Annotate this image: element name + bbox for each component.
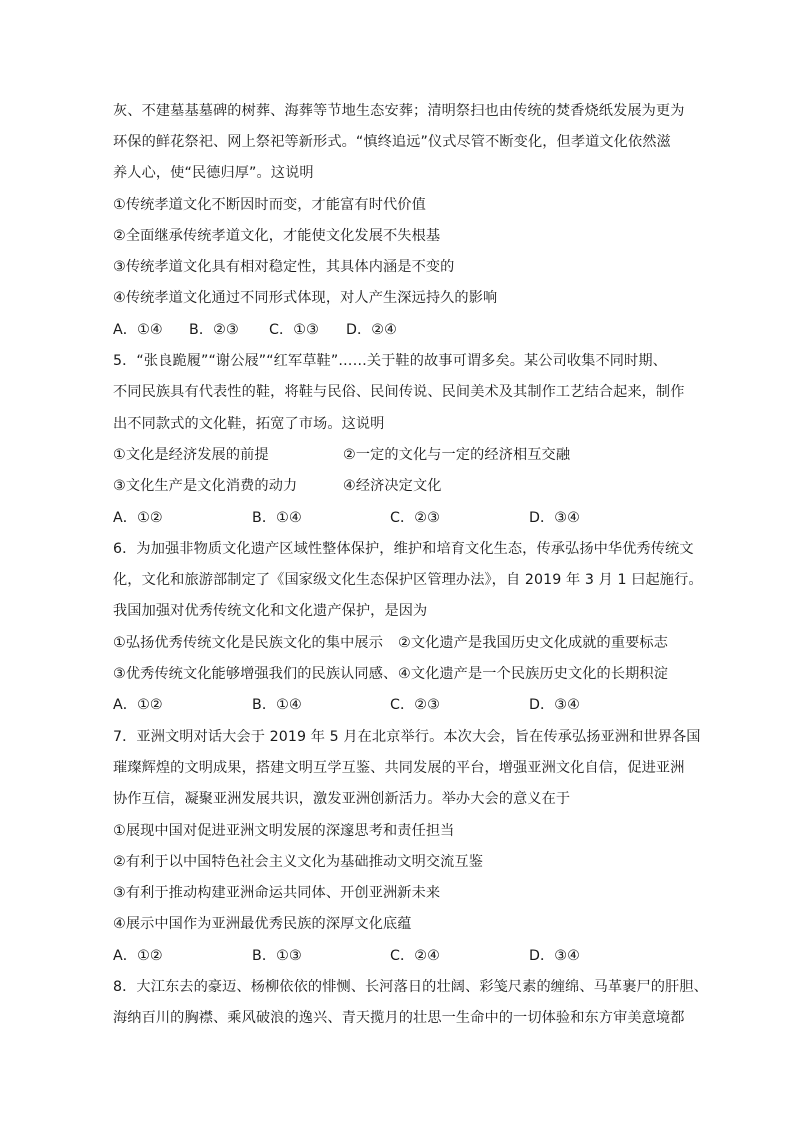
option-c[interactable]: C．②③ [390, 697, 440, 713]
option-b[interactable]: B．①③ [252, 948, 302, 964]
question-6-statement-4: ④文化遗产是一个民族历史文化的长期积淀 [398, 666, 668, 682]
question-4-statement-1: ①传统孝道文化不断因时而变，才能富有时代价值 [113, 197, 426, 213]
question-8-text-line-1: 8．大江东去的豪迈、杨柳依依的悱恻、长河落日的壮阔、彩笺尺素的缠绵、马革裹尸的肝胆、 [113, 979, 708, 995]
question-6-text-line-2: 化，文化和旅游部制定了《国家级文化生态保护区管理办法》，自 2019 年 3 月 1 曰起施行。 [113, 572, 703, 588]
question-6-text-line-3: 我国加强对优秀传统文化和文化遗产保护，是因为 [113, 603, 428, 619]
question-5-statement-3: ③文化生产是文化消费的动力 [113, 478, 298, 494]
question-8-text-line-2: 海纳百川的胸襟、乘风破浪的逸兴、青天揽月的壮思一生命中的一切体验和东方审美意境都 [113, 1010, 685, 1026]
question-5-text-line-2: 不同民族具有代表性的鞋，将鞋与民俗、民间传说、民间美术及其制作工艺结合起来，制作 [113, 384, 685, 400]
question-4-statement-2: ②全面继承传统孝道文化，才能使文化发展不失根基 [113, 228, 441, 244]
option-a[interactable]: A．①② [113, 948, 163, 964]
question-4-text-line-1: 灰、不建墓基墓碑的树葬、海葬等节地生态安葬；清明祭扫也由传统的焚香烧纸发展为更为 [113, 103, 685, 119]
option-b[interactable]: B．②③ [189, 322, 239, 338]
question-6-statement-1: ①弘扬优秀传统文化是民族文化的集中展示 [113, 635, 383, 651]
option-b[interactable]: B．①④ [252, 697, 302, 713]
question-5-text-line-3: 出不同款式的文化鞋，拓宽了市场。这说明 [113, 416, 385, 432]
question-6-text-line-1: 6．为加强非物质文化遗产区域性整体保护，维护和培育文化生态，传承弘扬中华优秀传统文 [113, 541, 694, 557]
question-7-text-line-2: 璀璨辉煌的文明成果，搭建文明互学互鉴、共同发展的平台，增强亚洲文化自信，促进亚洲 [113, 760, 685, 776]
question-4-text-line-3: 养人心，使“民德归厚”。这说明 [113, 165, 314, 181]
question-7-statement-4: ④展示中国作为亚洲最优秀民族的深厚文化底蕴 [113, 916, 412, 932]
option-d[interactable]: D．③④ [529, 948, 580, 964]
option-b[interactable]: B．①④ [252, 510, 302, 526]
question-7-statement-3: ③有利于推动构建亚洲命运共同体、开创亚洲新未来 [113, 885, 441, 901]
option-a[interactable]: A．①④ [113, 322, 163, 338]
option-d[interactable]: D．②④ [346, 322, 397, 338]
question-6-statement-2: ②文化遗产是我国历史文化成就的重要标志 [398, 635, 668, 651]
option-d[interactable]: D．③④ [529, 697, 580, 713]
option-a[interactable]: A．①② [113, 697, 163, 713]
question-4-text-line-2: 环保的鲜花祭祀、网上祭祀等新形式。“慎终追远”仪式尽管不断变化，但孝道文化依然滋 [113, 134, 671, 150]
question-7-text-line-3: 协作互信，凝聚亚洲发展共识，激发亚洲创新活力。举办大会的意义在于 [113, 791, 571, 807]
question-7-text-line-1: 7．亚洲文明对话大会于 2019 年 5 月在北京举行。本次大会，旨在传承弘扬亚洲和世界各国 [113, 729, 701, 745]
question-5-statement-4: ④经济决定文化 [343, 478, 442, 494]
option-c[interactable]: C．①③ [269, 322, 319, 338]
question-5-text-line-1: 5．“张良跪履”“谢公屐”“红军草鞋”……关于鞋的故事可谓多矣。某公司收集不同时期、 [113, 353, 667, 369]
question-6-statement-3: ③优秀传统文化能够增强我们的民族认同感、 [113, 666, 398, 682]
option-d[interactable]: D．③④ [529, 510, 580, 526]
question-4-statement-3: ③传统孝道文化具有相对稳定性，其具体内涵是不变的 [113, 259, 455, 275]
option-c[interactable]: C．②④ [390, 948, 440, 964]
question-4-statement-4: ④传统孝道文化通过不同形式体现，对人产生深远持久的影响 [113, 290, 498, 306]
question-7-statement-2: ②有利于以中国特色社会主义文化为基础推动文明交流互鉴 [113, 854, 484, 870]
option-a[interactable]: A．①② [113, 510, 163, 526]
option-c[interactable]: C．②③ [390, 510, 440, 526]
question-7-statement-1: ①展现中国对促进亚洲文明发展的深邃思考和责任担当 [113, 823, 455, 839]
question-5-statement-2: ②一定的文化与一定的经济相互交融 [343, 447, 571, 463]
question-5-statement-1: ①文化是经济发展的前提 [113, 447, 269, 463]
